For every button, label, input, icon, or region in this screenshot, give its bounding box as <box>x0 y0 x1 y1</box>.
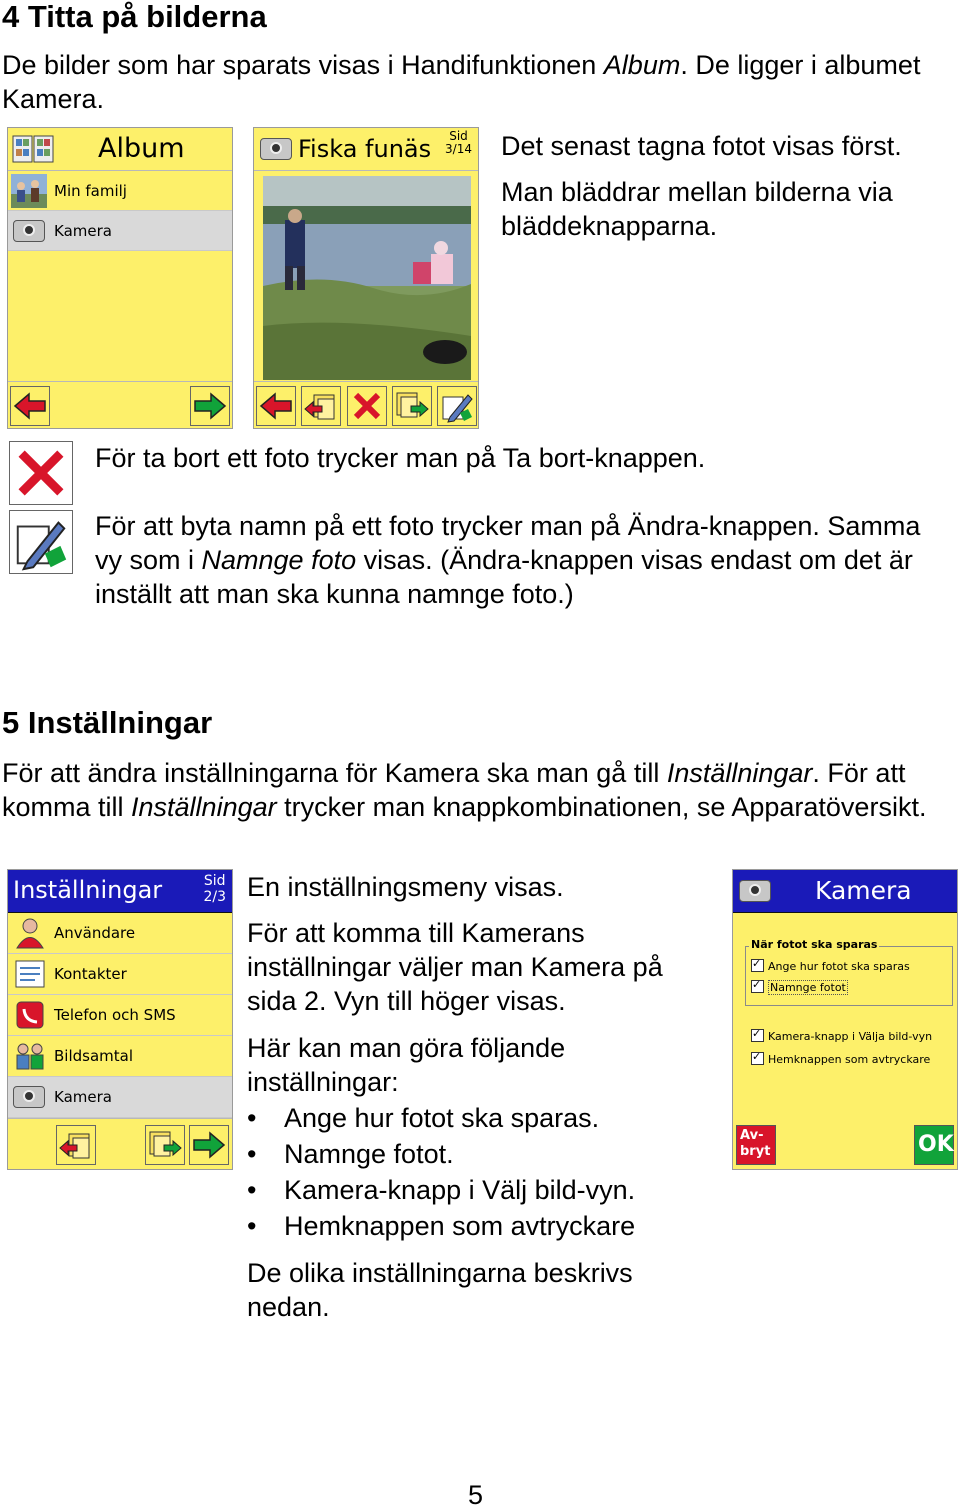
album-title: Album <box>98 133 185 164</box>
photo-image <box>263 176 471 380</box>
group-label: När fotot ska sparas <box>751 938 878 951</box>
album-item-kamera[interactable] <box>8 211 232 251</box>
ok-button[interactable]: OK <box>914 1125 954 1165</box>
camera-icon <box>739 880 771 902</box>
album-item-min-familj[interactable] <box>8 171 232 211</box>
settings-menu-text: En inställningsmeny visas. <box>247 872 564 902</box>
previous-button[interactable] <box>10 386 50 426</box>
section-4-heading: 4 Titta på bilderna <box>2 0 267 34</box>
video-call-icon <box>13 1040 47 1072</box>
family-photo-icon <box>11 174 47 208</box>
arrow-right-icon <box>191 387 229 425</box>
camera-title-bar <box>733 870 957 913</box>
home-button-shutter-checkbox[interactable]: ✓Hemknappen som avtryckare <box>751 1052 930 1066</box>
contacts-icon <box>13 958 47 990</box>
folder-forward-icon <box>146 1126 184 1164</box>
section-4-intro: De bilder som har sparats visas i Handifunktionen Album. De ligger i albumet Kamera. <box>2 50 921 114</box>
checkbox-checked-icon <box>751 1052 764 1065</box>
album-title-bar <box>8 128 232 171</box>
edit-pencil-icon <box>10 511 72 573</box>
browse-text: Man bläddrar mellan bilderna via bläddeknapparna. <box>501 177 893 241</box>
checkbox-checked-icon <box>751 1029 764 1042</box>
list-item: • Namnge fotot. <box>247 1136 717 1172</box>
settings-item-kamera[interactable]: Kamera <box>8 1077 232 1118</box>
settings-toolbar <box>8 1118 232 1169</box>
camera-settings-text: För att komma till Kamerans inställningar väljer man Kamera på sida 2. Vyn till höger visas. <box>247 918 663 1016</box>
list-item: • Ange hur fotot ska sparas. <box>247 1100 717 1136</box>
album-item-label: Min familj <box>54 182 127 200</box>
settings-item-anvandare[interactable]: Användare <box>8 913 232 954</box>
list-item: • Hemknappen som avtryckare <box>247 1208 717 1244</box>
album-item-label: Kamera <box>54 222 112 240</box>
settings-screen <box>7 869 233 1170</box>
album-toolbar <box>8 381 232 428</box>
back-folder-button[interactable] <box>301 386 341 426</box>
arrow-left-icon <box>257 387 295 425</box>
camera-title: Kamera <box>815 876 912 905</box>
edit-button[interactable] <box>437 386 477 426</box>
next-button[interactable] <box>190 386 230 426</box>
folder-forward-icon <box>393 387 431 425</box>
camera-button-checkbox[interactable]: ✓Kamera-knapp i Välja bild-vyn <box>751 1029 932 1043</box>
settings-item-kontakter[interactable]: Kontakter <box>8 954 232 995</box>
delete-x-icon <box>348 387 386 425</box>
name-photo-checkbox[interactable]: ✓Namnge fotot <box>751 980 848 994</box>
next-button[interactable] <box>189 1125 229 1165</box>
settings-item-bildsamtal[interactable]: Bildsamtal <box>8 1036 232 1077</box>
page-indicator: Sid 2/3 <box>203 873 226 905</box>
photo-screen <box>253 127 479 429</box>
camera-icon <box>13 220 45 242</box>
delete-x-icon <box>10 442 72 504</box>
album-screen <box>7 127 233 429</box>
settings-item-telefon[interactable]: Telefon och SMS <box>8 995 232 1036</box>
options-list <box>247 1100 717 1244</box>
save-mode-checkbox[interactable]: ✓Ange hur fotot ska sparas <box>751 959 910 973</box>
page-indicator: Sid 3/14 <box>445 129 472 156</box>
phone-icon <box>13 999 47 1031</box>
delete-icon <box>9 441 73 505</box>
camera-icon <box>260 138 292 160</box>
photo-title: Fiska funäs <box>298 135 432 163</box>
options-intro-text: Här kan man göra följande inställningar: <box>247 1033 566 1097</box>
newest-photo-text: Det senast tagna fotot visas först. <box>501 131 902 161</box>
settings-title-bar <box>8 870 232 913</box>
forward-folder-button[interactable] <box>145 1125 185 1165</box>
forward-folder-button[interactable] <box>392 386 432 426</box>
previous-button[interactable] <box>256 386 296 426</box>
edit-icon <box>9 510 73 574</box>
section-5-heading: 5 Inställningar <box>2 705 213 740</box>
section-5-intro: För att ändra inställningarna för Kamera ska man gå till Inställningar. För att komma till Inställningar trycker man knappkombinationen, se Apparatöversikt. <box>2 758 927 822</box>
save-options-group <box>745 938 953 1006</box>
edit-pencil-icon <box>438 387 476 425</box>
folder-back-icon <box>57 1126 95 1164</box>
photo-title-bar <box>254 128 478 171</box>
album-book-icon <box>12 134 54 164</box>
checkbox-checked-icon <box>751 980 764 993</box>
folder-back-icon <box>302 387 340 425</box>
page-number: 5 <box>468 1480 484 1510</box>
list-item: • Kamera-knapp i Välj bild-vyn. <box>247 1172 717 1208</box>
photo-toolbar <box>254 381 478 428</box>
settings-described-text: De olika inställningarna beskrivs nedan. <box>247 1258 633 1322</box>
back-folder-button[interactable] <box>56 1125 96 1165</box>
cancel-button[interactable]: Av- bryt <box>736 1125 776 1165</box>
user-icon <box>13 917 47 949</box>
camera-settings-screen <box>732 869 958 1170</box>
delete-button[interactable] <box>347 386 387 426</box>
settings-title: Inställningar <box>13 876 163 904</box>
camera-icon <box>13 1086 45 1108</box>
arrow-left-icon <box>11 387 49 425</box>
arrow-right-icon <box>190 1126 228 1164</box>
checkbox-checked-icon <box>751 959 764 972</box>
rename-instruction: För att byta namn på ett foto trycker man på Ändra-knappen. Samma vy som i Namnge foto visas. (Ändra-knappen visas endast om det är inställt att man ska kunna namnge foto.) <box>95 511 921 609</box>
delete-instruction: För ta bort ett foto trycker man på Ta bort-knappen. <box>95 443 706 473</box>
